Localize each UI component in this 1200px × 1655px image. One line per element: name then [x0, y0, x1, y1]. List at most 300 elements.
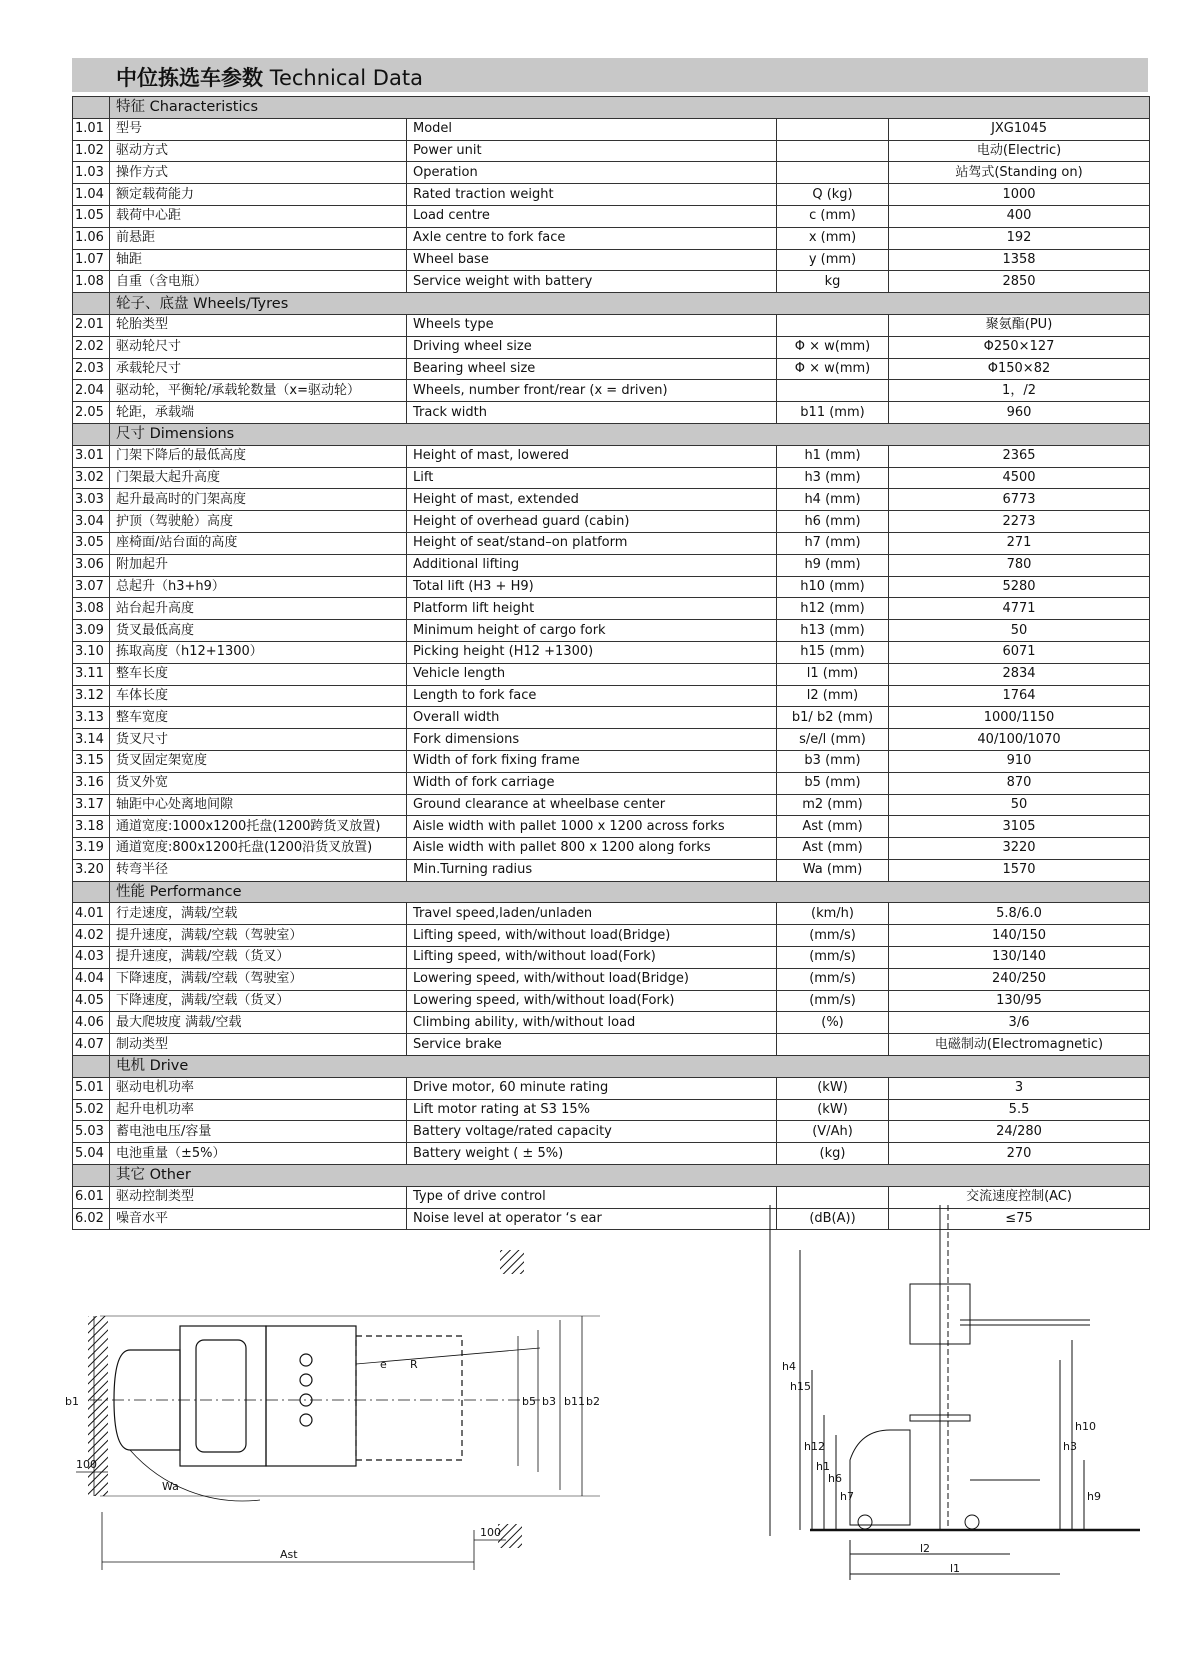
table-row [73, 554, 1150, 576]
row-label-en: Additional lifting [407, 554, 777, 576]
row-label-zh: 承载轮尺寸 [110, 358, 407, 380]
row-value: 140/150 [889, 925, 1150, 947]
row-unit: kg [777, 271, 889, 293]
title-zh: 中位拣选车参数 [116, 66, 263, 90]
row-label-en: Service weight with battery [407, 271, 777, 293]
row-label-en: Vehicle length [407, 663, 777, 685]
row-label-zh: 轮胎类型 [110, 314, 407, 336]
row-number: 4.02 [73, 925, 110, 947]
row-label-zh: 噪音水平 [110, 1208, 407, 1230]
row-number: 3.03 [73, 489, 110, 511]
row-number: 3.13 [73, 707, 110, 729]
label-h1: h1 [816, 1460, 830, 1473]
row-number: 2.01 [73, 314, 110, 336]
row-number: 2.04 [73, 380, 110, 402]
table-row [73, 205, 1150, 227]
table-row [73, 140, 1150, 162]
row-label-zh: 转弯半径 [110, 859, 407, 881]
row-unit: h4 (mm) [777, 489, 889, 511]
row-label-zh: 座椅面/站台面的高度 [110, 532, 407, 554]
row-label-zh: 操作方式 [110, 162, 407, 184]
table-row [73, 249, 1150, 271]
row-value: 2850 [889, 271, 1150, 293]
wall-top [500, 1250, 524, 1274]
row-value: 聚氨酯(PU) [889, 314, 1150, 336]
row-number: 2.05 [73, 402, 110, 424]
row-number: 4.07 [73, 1034, 110, 1056]
row-label-zh: 制动类型 [110, 1034, 407, 1056]
row-number: 3.16 [73, 772, 110, 794]
table-row [73, 772, 1150, 794]
row-value: 3105 [889, 816, 1150, 838]
row-label-zh: 车体长度 [110, 685, 407, 707]
row-unit: h1 (mm) [777, 445, 889, 467]
row-number: 3.20 [73, 859, 110, 881]
table-row [73, 1143, 1150, 1165]
row-number: 5.01 [73, 1077, 110, 1099]
row-number: 3.07 [73, 576, 110, 598]
row-unit: Ast (mm) [777, 838, 889, 860]
row-value: 4771 [889, 598, 1150, 620]
row-label-zh: 站台起升高度 [110, 598, 407, 620]
label-r: R [410, 1358, 418, 1371]
row-number: 1.01 [73, 118, 110, 140]
row-label-zh: 驱动轮，平衡轮/承载轮数量（x=驱动轮） [110, 380, 407, 402]
label-h3: h3 [1063, 1440, 1077, 1453]
row-value: 960 [889, 402, 1150, 424]
table-row [73, 707, 1150, 729]
row-value: 1000/1150 [889, 707, 1150, 729]
row-label-zh: 通道宽度:800x1200托盘(1200沿货叉放置) [110, 838, 407, 860]
row-label-zh: 电池重量（±5%） [110, 1143, 407, 1165]
label-e: e [380, 1358, 387, 1371]
section-header [73, 881, 1150, 903]
row-number: 5.03 [73, 1121, 110, 1143]
row-label-en: Min.Turning radius [407, 859, 777, 881]
row-label-zh: 门架最大起升高度 [110, 467, 407, 489]
row-unit: Q (kg) [777, 184, 889, 206]
row-unit: s/e/l (mm) [777, 729, 889, 751]
row-number: 5.02 [73, 1099, 110, 1121]
table-row [73, 1034, 1150, 1056]
row-number: 3.14 [73, 729, 110, 751]
row-label-en: Axle centre to fork face [407, 227, 777, 249]
row-label-en: Climbing ability, with/without load [407, 1012, 777, 1034]
row-label-en: Overall width [407, 707, 777, 729]
row-label-en: Minimum height of cargo fork [407, 620, 777, 642]
row-unit: h12 (mm) [777, 598, 889, 620]
table-row [73, 816, 1150, 838]
row-label-zh: 驱动轮尺寸 [110, 336, 407, 358]
row-label-zh: 货叉固定架宽度 [110, 750, 407, 772]
row-label-en: Aisle width with pallet 800 x 1200 along forks [407, 838, 777, 860]
row-label-en: Wheels type [407, 314, 777, 336]
row-unit: b5 (mm) [777, 772, 889, 794]
row-label-zh: 行走速度，满载/空载 [110, 903, 407, 925]
row-number: 3.02 [73, 467, 110, 489]
row-label-zh: 起升最高时的门架高度 [110, 489, 407, 511]
row-label-zh: 整车宽度 [110, 707, 407, 729]
label-gap-left: 100 [76, 1458, 97, 1471]
row-label-en: Total lift (H3 + H9) [407, 576, 777, 598]
row-label-zh: 驱动方式 [110, 140, 407, 162]
row-unit: b3 (mm) [777, 750, 889, 772]
row-value: 5.5 [889, 1099, 1150, 1121]
row-value: 4500 [889, 467, 1150, 489]
row-label-zh: 货叉最低高度 [110, 620, 407, 642]
table-row [73, 729, 1150, 751]
row-number: 6.02 [73, 1208, 110, 1230]
row-label-en: Width of fork fixing frame [407, 750, 777, 772]
row-unit: (kW) [777, 1099, 889, 1121]
side-view-drawing [760, 1200, 1180, 1600]
row-unit [777, 314, 889, 336]
row-value: 50 [889, 794, 1150, 816]
table-row [73, 1099, 1150, 1121]
row-value: 40/100/1070 [889, 729, 1150, 751]
row-label-en: Operation [407, 162, 777, 184]
row-label-en: Length to fork face [407, 685, 777, 707]
row-number: 3.06 [73, 554, 110, 576]
table-row [73, 990, 1150, 1012]
row-label-zh: 附加起升 [110, 554, 407, 576]
row-unit: (kW) [777, 1077, 889, 1099]
row-number: 2.02 [73, 336, 110, 358]
table-row [73, 271, 1150, 293]
row-number: 3.17 [73, 794, 110, 816]
row-value: 3220 [889, 838, 1150, 860]
row-unit: Φ × w(mm) [777, 358, 889, 380]
row-number: 4.05 [73, 990, 110, 1012]
row-unit: h10 (mm) [777, 576, 889, 598]
table-row [73, 685, 1150, 707]
row-number: 3.04 [73, 511, 110, 533]
row-value: 1000 [889, 184, 1150, 206]
table-row [73, 358, 1150, 380]
row-unit: (kg) [777, 1143, 889, 1165]
table-row [73, 598, 1150, 620]
label-h15: h15 [790, 1380, 811, 1393]
row-label-zh: 总起升（h3+h9） [110, 576, 407, 598]
row-label-en: Travel speed,laden/unladen [407, 903, 777, 925]
row-number: 1.03 [73, 162, 110, 184]
row-number: 4.03 [73, 947, 110, 969]
row-label-zh: 起升电机功率 [110, 1099, 407, 1121]
row-label-en: Fork dimensions [407, 729, 777, 751]
row-unit: m2 (mm) [777, 794, 889, 816]
row-unit [777, 118, 889, 140]
row-unit [777, 140, 889, 162]
row-unit: h3 (mm) [777, 467, 889, 489]
row-value: 1358 [889, 249, 1150, 271]
row-unit: h15 (mm) [777, 641, 889, 663]
section-title: 其它 Other [110, 1165, 1150, 1187]
row-number: 1.05 [73, 205, 110, 227]
row-number: 3.10 [73, 641, 110, 663]
row-number: 6.01 [73, 1186, 110, 1208]
table-row [73, 838, 1150, 860]
row-label-en: Drive motor, 60 minute rating [407, 1077, 777, 1099]
label-h10: h10 [1075, 1420, 1096, 1433]
row-label-en: Width of fork carriage [407, 772, 777, 794]
row-value: ≤75 [889, 1208, 1150, 1230]
row-label-zh: 驱动控制类型 [110, 1186, 407, 1208]
section-header [73, 293, 1150, 315]
table-row [73, 511, 1150, 533]
row-unit [777, 1034, 889, 1056]
row-label-en: Ground clearance at wheelbase center [407, 794, 777, 816]
row-unit: (%) [777, 1012, 889, 1034]
row-label-zh: 轴距 [110, 249, 407, 271]
row-value: Φ250×127 [889, 336, 1150, 358]
row-label-en: Height of overhead guard (cabin) [407, 511, 777, 533]
section-header [73, 1056, 1150, 1078]
row-number: 1.07 [73, 249, 110, 271]
row-label-en: Platform lift height [407, 598, 777, 620]
table-row [73, 576, 1150, 598]
row-value: 271 [889, 532, 1150, 554]
row-unit [777, 162, 889, 184]
row-label-en: Lift [407, 467, 777, 489]
table-row [73, 750, 1150, 772]
table-row [73, 968, 1150, 990]
table-row [73, 402, 1150, 424]
row-label-zh: 自重（含电瓶） [110, 271, 407, 293]
table-row [73, 641, 1150, 663]
table-row [73, 859, 1150, 881]
row-number: 1.06 [73, 227, 110, 249]
row-label-zh: 型号 [110, 118, 407, 140]
row-label-zh: 护顶（驾驶舱）高度 [110, 511, 407, 533]
row-unit: Φ × w(mm) [777, 336, 889, 358]
row-value: 电动(Electric) [889, 140, 1150, 162]
row-label-zh: 提升速度，满载/空载（驾驶室） [110, 925, 407, 947]
row-label-zh: 额定载荷能力 [110, 184, 407, 206]
table-row [73, 1012, 1150, 1034]
row-unit: b11 (mm) [777, 402, 889, 424]
section-title: 性能 Performance [110, 881, 1150, 903]
row-label-zh: 整车长度 [110, 663, 407, 685]
label-b1: b1 [65, 1395, 79, 1408]
row-label-en: Rated traction weight [407, 184, 777, 206]
label-b2: b2 [586, 1395, 600, 1408]
row-value: 910 [889, 750, 1150, 772]
row-number: 3.12 [73, 685, 110, 707]
row-label-zh: 轮距，承载端 [110, 402, 407, 424]
label-gap-right: 100 [480, 1526, 501, 1539]
row-label-zh: 最大爬坡度 满载/空载 [110, 1012, 407, 1034]
label-b5: b5 [522, 1395, 536, 1408]
row-value: 5.8/6.0 [889, 903, 1150, 925]
row-number: 3.01 [73, 445, 110, 467]
row-number: 3.15 [73, 750, 110, 772]
row-label-zh: 下降速度，满载/空载（驾驶室） [110, 968, 407, 990]
row-value: 130/140 [889, 947, 1150, 969]
label-ast: Ast [280, 1548, 298, 1561]
row-label-zh: 下降速度，满载/空载（货叉） [110, 990, 407, 1012]
row-unit: Ast (mm) [777, 816, 889, 838]
row-value: 780 [889, 554, 1150, 576]
row-label-en: Picking height (H12 +1300) [407, 641, 777, 663]
row-value: 870 [889, 772, 1150, 794]
row-label-en: Aisle width with pallet 1000 x 1200 across forks [407, 816, 777, 838]
section-title: 电机 Drive [110, 1056, 1150, 1078]
row-value: 3/6 [889, 1012, 1150, 1034]
table-row [73, 227, 1150, 249]
table-row [73, 532, 1150, 554]
row-unit: (mm/s) [777, 968, 889, 990]
label-h12: h12 [804, 1440, 825, 1453]
row-label-en: Lifting speed, with/without load(Fork) [407, 947, 777, 969]
title-bar [72, 58, 1148, 92]
row-number: 3.19 [73, 838, 110, 860]
row-value: 192 [889, 227, 1150, 249]
row-unit: c (mm) [777, 205, 889, 227]
row-value: 1764 [889, 685, 1150, 707]
row-unit: l1 (mm) [777, 663, 889, 685]
row-value: 240/250 [889, 968, 1150, 990]
row-value: 6773 [889, 489, 1150, 511]
row-label-en: Lowering speed, with/without load(Bridge) [407, 968, 777, 990]
label-wa: Wa [162, 1480, 179, 1493]
row-value: 6071 [889, 641, 1150, 663]
row-value: JXG1045 [889, 118, 1150, 140]
row-unit: h9 (mm) [777, 554, 889, 576]
row-unit: (mm/s) [777, 947, 889, 969]
row-unit: b1/ b2 (mm) [777, 707, 889, 729]
row-label-en: Load centre [407, 205, 777, 227]
row-unit: y (mm) [777, 249, 889, 271]
side-view-lines [770, 1205, 1140, 1580]
row-unit [777, 380, 889, 402]
top-view-drawing [65, 1240, 690, 1580]
row-number: 2.03 [73, 358, 110, 380]
row-value: 2273 [889, 511, 1150, 533]
row-label-en: Height of mast, lowered [407, 445, 777, 467]
table-row [73, 663, 1150, 685]
row-label-en: Battery weight ( ± 5%) [407, 1143, 777, 1165]
table-row [73, 314, 1150, 336]
row-label-zh: 轴距中心处离地间隙 [110, 794, 407, 816]
row-unit: x (mm) [777, 227, 889, 249]
row-label-zh: 货叉尺寸 [110, 729, 407, 751]
row-label-zh: 拣取高度（h12+1300） [110, 641, 407, 663]
row-number: 5.04 [73, 1143, 110, 1165]
row-number: 4.04 [73, 968, 110, 990]
row-value: 5280 [889, 576, 1150, 598]
row-label-zh: 载荷中心距 [110, 205, 407, 227]
label-b3: b3 [542, 1395, 556, 1408]
table-row [73, 1077, 1150, 1099]
row-value: 1570 [889, 859, 1150, 881]
row-label-en: Height of seat/stand–on platform [407, 532, 777, 554]
row-label-en: Lowering speed, with/without load(Fork) [407, 990, 777, 1012]
row-unit: Wa (mm) [777, 859, 889, 881]
row-number: 4.06 [73, 1012, 110, 1034]
page-title [116, 62, 423, 92]
title-en: Technical Data [269, 66, 423, 90]
spec-table [72, 96, 1150, 1230]
section-header [73, 1165, 1150, 1187]
row-label-en: Wheel base [407, 249, 777, 271]
row-label-en: Noise level at operator ‘s ear [407, 1208, 777, 1230]
row-label-en: Track width [407, 402, 777, 424]
label-l1: l1 [950, 1562, 961, 1575]
row-value: Φ150×82 [889, 358, 1150, 380]
row-value: 2834 [889, 663, 1150, 685]
label-l2: l2 [920, 1542, 931, 1555]
row-number: 3.08 [73, 598, 110, 620]
row-value: 2365 [889, 445, 1150, 467]
row-unit: h13 (mm) [777, 620, 889, 642]
row-label-en: Height of mast, extended [407, 489, 777, 511]
row-value: 400 [889, 205, 1150, 227]
row-value: 交流速度控制(AC) [889, 1186, 1150, 1208]
row-label-en: Power unit [407, 140, 777, 162]
row-value: 站驾式(Standing on) [889, 162, 1150, 184]
row-label-en: Lift motor rating at S3 15% [407, 1099, 777, 1121]
label-b11: b11 [564, 1395, 585, 1408]
table-row [73, 620, 1150, 642]
row-number: 1.02 [73, 140, 110, 162]
table-row [73, 794, 1150, 816]
row-value: 130/95 [889, 990, 1150, 1012]
row-value: 电磁制动(Electromagnetic) [889, 1034, 1150, 1056]
section-title: 特征 Characteristics [110, 97, 1150, 119]
row-number: 3.05 [73, 532, 110, 554]
section-header [73, 97, 1150, 119]
row-label-en: Battery voltage/rated capacity [407, 1121, 777, 1143]
row-value: 3 [889, 1077, 1150, 1099]
label-h6: h6 [828, 1472, 842, 1485]
table-row [73, 336, 1150, 358]
row-number: 3.09 [73, 620, 110, 642]
table-row [73, 184, 1150, 206]
row-label-zh: 驱动电机功率 [110, 1077, 407, 1099]
row-label-zh: 前悬距 [110, 227, 407, 249]
label-h7: h7 [840, 1490, 854, 1503]
row-label-zh: 门架下降后的最低高度 [110, 445, 407, 467]
row-unit: h7 (mm) [777, 532, 889, 554]
drawings-area [0, 1240, 1200, 1640]
table-row [73, 445, 1150, 467]
table-row [73, 489, 1150, 511]
row-label-en: Driving wheel size [407, 336, 777, 358]
section-title: 轮子、底盘 Wheels/Tyres [110, 293, 1150, 315]
table-row [73, 1121, 1150, 1143]
table-row [73, 947, 1150, 969]
table-row [73, 467, 1150, 489]
row-label-zh: 通道宽度:1000x1200托盘(1200跨货叉放置) [110, 816, 407, 838]
label-h9: h9 [1087, 1490, 1101, 1503]
row-number: 1.04 [73, 184, 110, 206]
table-row [73, 903, 1150, 925]
row-label-en: Lifting speed, with/without load(Bridge) [407, 925, 777, 947]
row-unit: (mm/s) [777, 990, 889, 1012]
table-row [73, 118, 1150, 140]
wall-bottom [498, 1524, 522, 1548]
row-number: 3.18 [73, 816, 110, 838]
row-label-en: Type of drive control [407, 1186, 777, 1208]
row-label-zh: 提升速度，满载/空载（货叉） [110, 947, 407, 969]
table-row [73, 162, 1150, 184]
table-row [73, 380, 1150, 402]
section-header [73, 423, 1150, 445]
row-value: 50 [889, 620, 1150, 642]
row-label-en: Bearing wheel size [407, 358, 777, 380]
row-unit: (V/Ah) [777, 1121, 889, 1143]
row-label-en: Wheels, number front/rear (x = driven) [407, 380, 777, 402]
